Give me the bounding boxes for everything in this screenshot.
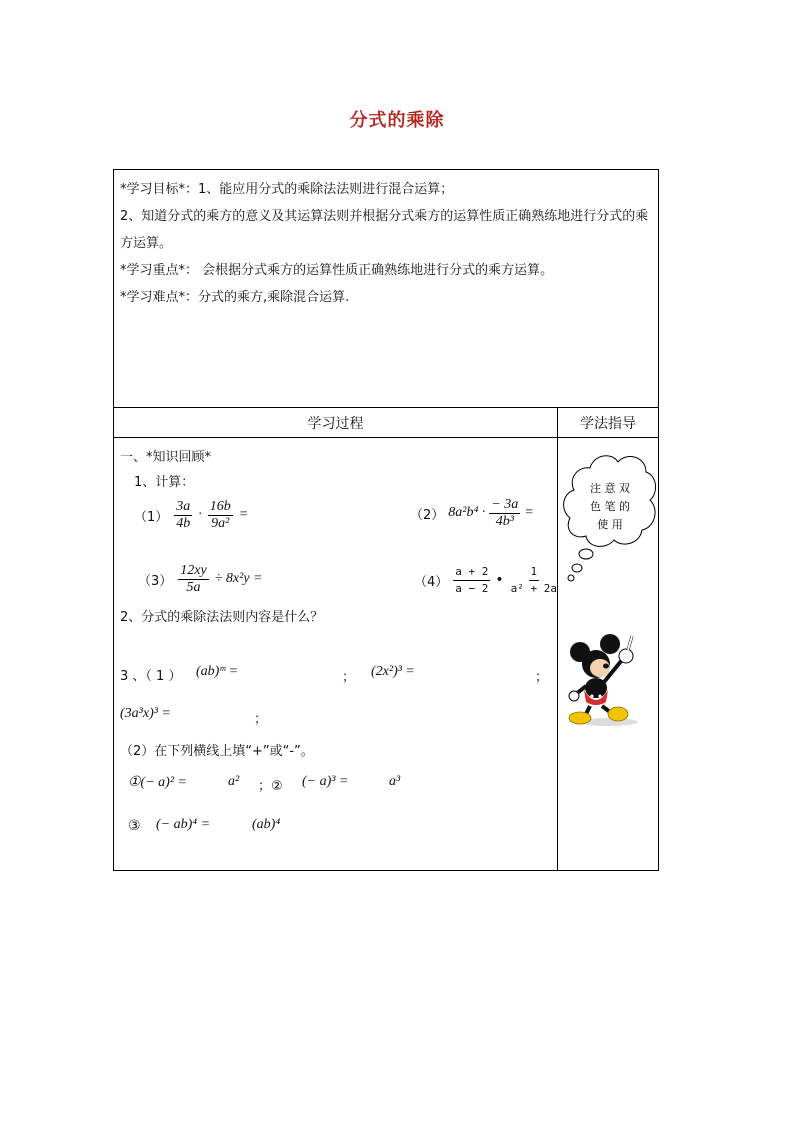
compare-3-result: (ab)⁴ <box>252 817 281 832</box>
objective-line: 2、知道分式的乘方的意义及其运算法则并根据分式乘方的运算性质正确熟练地进行分式的乘方运算。 <box>120 209 649 251</box>
semicolon: ； <box>254 712 268 727</box>
fraction <box>174 499 192 532</box>
fill-instruction: （2）在下列横线上填“+”或“-”。 <box>120 744 314 759</box>
fraction <box>453 564 490 597</box>
question-2: 2、分式的乘除法法则内容是什么？ <box>120 610 324 625</box>
calc-heading: 1、计算： <box>134 475 195 490</box>
cartoon-mouse-illustration <box>566 630 652 728</box>
compare-1: ①(− a)² = <box>128 775 187 790</box>
semicolon: ； <box>342 670 356 685</box>
denominator: a² + 2a <box>510 581 558 595</box>
fraction <box>489 497 520 530</box>
fraction <box>509 564 559 597</box>
bubble-line-3: 使 用 <box>597 518 623 531</box>
compare-2-result: a³ <box>389 774 401 789</box>
problem-2 <box>410 493 534 533</box>
problem-3 <box>138 559 262 599</box>
review-heading: 一、*知识回顾* <box>120 450 212 465</box>
document-title: 分式的乘除 <box>349 110 445 131</box>
numerator: − 3a <box>491 496 519 512</box>
numerator: 1 <box>529 564 540 581</box>
column-divider <box>557 407 558 870</box>
problem-3-label: （3） <box>138 573 173 589</box>
equals-sign: = <box>238 507 249 522</box>
numerator: a + 2 <box>453 564 490 581</box>
compare-1-result: a² <box>228 774 240 789</box>
compare-3: (− ab)⁴ = <box>156 817 211 832</box>
fraction <box>178 563 208 596</box>
thought-bubble <box>560 450 660 588</box>
numerator: 3a <box>176 498 191 514</box>
denominator: 4b <box>176 515 191 531</box>
fraction <box>208 499 233 532</box>
numerator: 12xy <box>180 562 207 578</box>
problem-2-label: （2） <box>410 507 445 523</box>
power-2x2-3: (2x²)³ = <box>371 664 415 679</box>
numerator: 16b <box>209 498 231 514</box>
denominator: 4b³ <box>495 513 514 529</box>
difficulty-line: *学习难点*：分式的乘方,乘除混合运算. <box>120 290 350 305</box>
equals-sign: = <box>524 505 534 520</box>
key-point-line: *学习重点*： 会根据分式乘方的运算性质正确熟练地进行分式的乘方运算。 <box>120 263 554 278</box>
denominator: 9a² <box>211 515 230 531</box>
compare-2: (− a)³ = <box>302 774 349 789</box>
header-divider <box>114 437 658 438</box>
separator: ；② <box>258 779 283 794</box>
bubble-line-1: 注 意 双 <box>590 482 630 495</box>
denominator: 5a <box>186 579 201 595</box>
objective-line: *学习目标*：1、能应用分式的乘除法法则进行混合运算； <box>120 182 454 197</box>
expression: ÷ 8x²y = <box>214 571 263 586</box>
bubble-line-2: 色 笔 的 <box>590 500 630 513</box>
denominator: a − 2 <box>455 581 489 595</box>
row-divider <box>114 407 658 408</box>
power-3a3x-3: (3a³x)³ = <box>120 706 171 721</box>
power-ab-m: (ab)ᵐ = <box>196 664 239 679</box>
problem-1: （1） $\frac{3a}{4b}$ · $\frac{16b}{\text{9a²}}$ = <box>134 498 249 531</box>
expression: 8a²b⁴ · <box>448 505 486 520</box>
compare-3-label: ③ <box>128 818 141 834</box>
objectives-block <box>120 176 655 311</box>
process-header: 学习过程 <box>307 416 364 432</box>
lesson-table <box>113 169 659 871</box>
problem-1-label: （1） <box>134 509 169 525</box>
guide-header: 学法指导 <box>580 416 636 432</box>
question-3-label: 3 、（ 1 ） <box>120 669 182 684</box>
problem-4-label: （4） <box>414 574 449 590</box>
semicolon: ； <box>535 670 549 685</box>
problem-4: （4） $\frac{a + 2}{a - 2}$ • $\frac{1}{\text{a² + 2a}}$ <box>414 564 558 595</box>
